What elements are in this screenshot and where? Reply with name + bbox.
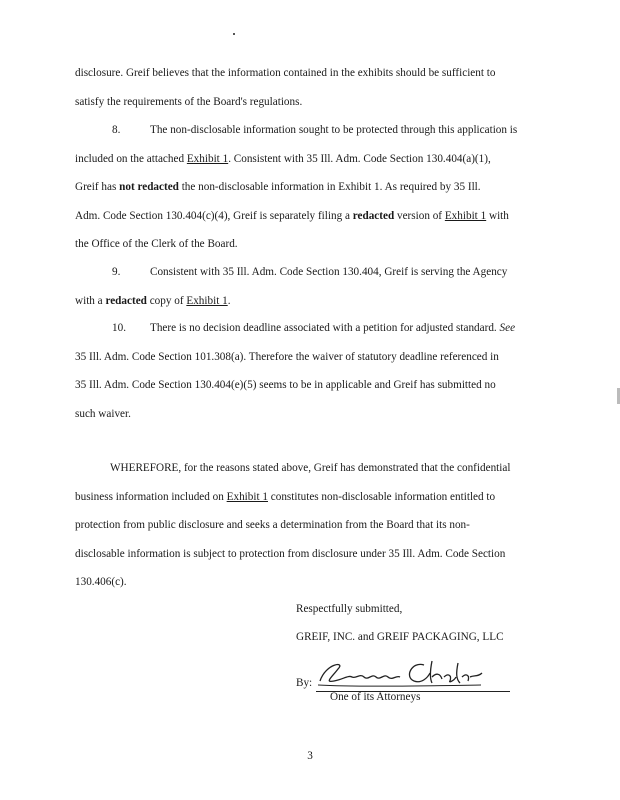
attorneys-caption: One of its Attorneys xyxy=(330,691,421,703)
paragraph-9-line-2: with a redacted copy of Exhibit 1. xyxy=(75,294,231,307)
signature-block xyxy=(296,655,526,705)
paragraph-9 xyxy=(75,258,543,315)
wherefore-line-3: protection from public disclosure and seeks a determination from the Board that its non- xyxy=(75,519,470,531)
paragraph-10-line-4: such waiver. xyxy=(75,407,131,420)
party-name: GREIF, INC. and GREIF PACKAGING, LLC xyxy=(296,631,504,643)
by-label: By: xyxy=(296,677,313,689)
handwritten-signature xyxy=(316,655,486,691)
paragraph-10-number: 10. xyxy=(112,322,126,334)
paragraph-10-line-1: 10. There is no decision deadline associated with a petition for adjusted standard. See xyxy=(75,314,543,343)
not-redacted-emphasis: not redacted xyxy=(119,181,179,193)
exhibit-1-link: Exhibit 1 xyxy=(186,152,229,165)
exhibit-1-link: Exhibit 1 xyxy=(226,490,268,503)
paragraph-10-line-3: 35 Ill. Adm. Code Section 130.404(e)(5) seems to be in applicable and Greif has submitted no xyxy=(75,379,496,391)
exhibit-1-link: Exhibit 1 xyxy=(186,294,228,307)
wherefore-paragraph xyxy=(75,454,543,597)
paragraph-8-line-4: Adm. Code Section 130.404(c)(4), Greif is separately filing a redacted version of Exhibit 1 with xyxy=(75,209,509,222)
paragraph-10 xyxy=(75,314,543,428)
wherefore-line-5: 130.406(c). xyxy=(75,576,127,588)
intro-line-1: disclosure. Greif believes that the information contained in the exhibits should be sufficient to xyxy=(75,67,496,79)
exhibit-1-link: Exhibit 1 xyxy=(444,209,487,222)
wherefore-line-2: business information included on Exhibit 1 constitutes non-disclosable information entitled to xyxy=(75,490,496,503)
scan-speck xyxy=(233,33,235,35)
see-citation-signal: See xyxy=(499,322,516,334)
paragraph-10-line-2: 35 Ill. Adm. Code Section 101.308(a). Therefore the waiver of statutory deadline referenced in xyxy=(75,350,499,363)
redacted-emphasis: redacted xyxy=(105,294,147,307)
paragraph-9-line-1: 9. Consistent with 35 Ill. Adm. Code Section 130.404, Greif is serving the Agency xyxy=(75,258,543,287)
redacted-emphasis: redacted xyxy=(352,209,395,222)
paragraph-8-line-3: Greif has not redacted the non-disclosable information in Exhibit 1. As required by 35 Ill. xyxy=(75,181,481,193)
paragraph-9-number: 9. xyxy=(112,266,121,278)
wherefore-line-1: WHEREFORE, for the reasons stated above, Greif has demonstrated that the confidential xyxy=(110,462,511,474)
page-number: 3 xyxy=(307,750,313,762)
intro-line-2: satisfy the requirements of the Board's regulations. xyxy=(75,95,303,108)
paragraph-8-line-1: 8. The non-disclosable information sought to be protected through this application is xyxy=(75,116,543,145)
paragraph-8-number: 8. xyxy=(112,124,121,136)
party-name-block xyxy=(296,631,596,643)
closing-block xyxy=(296,603,596,615)
paragraph-8 xyxy=(75,116,543,259)
intro-paragraph xyxy=(75,59,543,116)
respectfully-submitted: Respectfully submitted, xyxy=(296,603,403,615)
paragraph-8-line-2: included on the attached Exhibit 1. Consistent with 35 Ill. Adm. Code Section 130.404(a)(1), xyxy=(75,152,491,165)
wherefore-line-4: disclosable information is subject to protection from disclosure under 35 Ill. Adm. Code Section xyxy=(75,547,506,560)
paragraph-8-line-5: the Office of the Clerk of the Board. xyxy=(75,238,238,250)
